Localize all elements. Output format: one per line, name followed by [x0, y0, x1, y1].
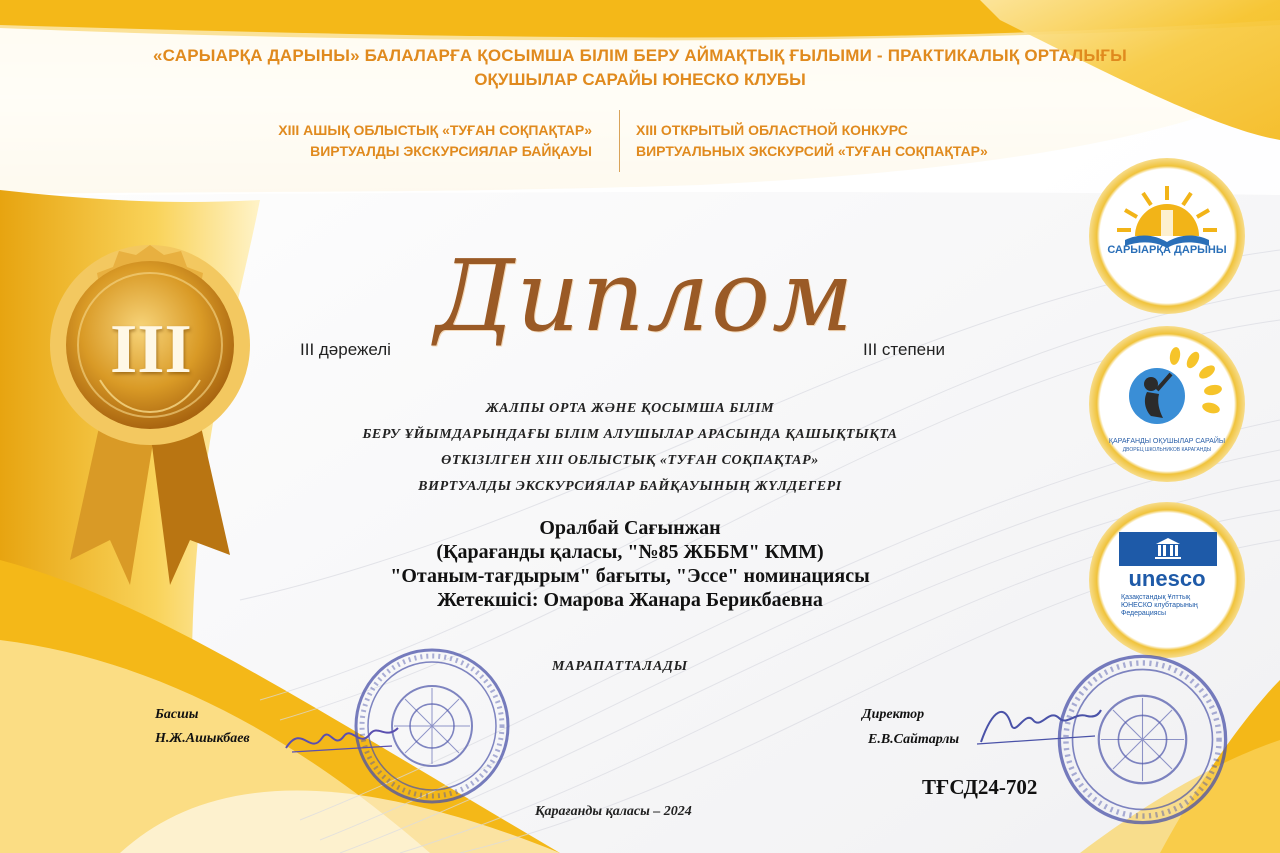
logo-karaganda-palace [1097, 334, 1237, 474]
child-sun-icon [1097, 334, 1237, 474]
degree-ru: III степени [863, 340, 945, 359]
unesco-federation-line: Федерациясы [1121, 610, 1167, 617]
header-contest-kz-line: XIII АШЫҚ ОБЛЫСТЫҚ «ТУҒАН СОҚПАҚТАР» [278, 122, 592, 138]
logo-saryarka-text: САРЫАРҚА ДАРЫНЫ [1107, 244, 1227, 256]
recipient-block [280, 516, 980, 612]
header-organization: «САРЫАРҚА ДАРЫНЫ» БАЛАЛАРҒА ҚОСЫМША БІЛІМ БЕРУ АЙМАҚТЫҚ ҒЫЛЫМИ - ПРАКТИКАЛЫҚ ОРТАЛЫҒЫ [153, 46, 1127, 65]
recipient-school: (Қарағанды қаласы, "№85 ЖББМ" КММ) [436, 541, 824, 563]
award-text [300, 396, 960, 500]
sun-book-icon [1097, 166, 1237, 306]
signature-left-title: Басшы [155, 707, 199, 722]
logo-saryarka-daryny [1097, 166, 1237, 306]
header-club: ОҚУШЫЛАР САРАЙЫ ЮНЕСКО КЛУБЫ [474, 70, 806, 89]
signature-right-name: Е.В.Сайтарлы [868, 732, 960, 747]
award-text-line: БЕРУ ҰЙЫМДАРЫНДАҒЫ БІЛІМ АЛУШЫЛАР АРАСЫНДА ҚАШЫҚТЫҚТА [362, 427, 898, 442]
unesco-federation-line: Қазақстандық Ұлттық [1121, 594, 1191, 601]
unesco-temple-icon [1119, 532, 1217, 566]
signature-right-scribble [975, 698, 1105, 748]
diploma-title: Диплом [434, 240, 856, 354]
awarded-label: МАРАПАТТАЛАДЫ [552, 659, 689, 674]
header-contest-ru-line: XIII ОТКРЫТЫЙ ОБЛАСТНОЙ КОНКУРС [636, 122, 908, 138]
recipient-nomination: "Отаным-тағдырым" бағыты, "Эссе" номинациясы [390, 565, 870, 587]
header-contest-ru [636, 120, 988, 162]
unesco-federation-line: ЮНЕСКО клубтарының [1121, 602, 1198, 609]
degree-kz: III дәрежелі [300, 340, 391, 359]
header-contest-ru-line: ВИРТУАЛЬНЫХ ЭКСКУРСИЙ «ТУҒАН СОҚПАҚТАР» [636, 143, 988, 159]
signature-left-name: Н.Ж.Ашыкбаев [155, 731, 250, 746]
logo-palace-text-2: ДВОРЕЦ ШКОЛЬНИКОВ КАРАГАНДЫ [1122, 447, 1212, 453]
certificate-code: ТҒСД24-702 [922, 775, 1038, 799]
award-text-line: ВИРТУАЛДЫ ЭКСКУРСИЯЛАР БАЙҚАУЫНЫҢ ЖҮЛДЕГЕРІ [418, 479, 842, 494]
signature-right-title: Директор [862, 707, 925, 722]
logo-unesco [1097, 510, 1237, 650]
header-contest-kz-line: ВИРТУАЛДЫ ЭКСКУРСИЯЛАР БАЙҚАУЫ [310, 143, 592, 159]
header-contest-kz [278, 120, 592, 162]
recipient-supervisor: Жетекшісі: Омарова Жанара Берикбаевна [437, 589, 823, 611]
award-text-line: ЖАЛПЫ ОРТА ЖӘНЕ ҚОСЫМША БІЛІМ [485, 401, 775, 416]
recipient-name: Оралбай Сағынжан [539, 517, 721, 539]
logo-palace-text-1: ҚАРАҒАНДЫ ОҚУШЫЛАР САРАЙЫ [1108, 438, 1226, 445]
signature-left-scribble [282, 718, 402, 758]
header-divider [619, 110, 620, 172]
unesco-wordmark: unesco [1128, 566, 1206, 591]
medal-numeral: III [110, 311, 192, 388]
city-year: Қарағанды қаласы – 2024 [535, 804, 692, 819]
unesco-federation [1121, 594, 1221, 618]
award-text-line: ӨТКІЗІЛГЕН XIII ОБЛЫСТЫҚ «ТУҒАН СОҚПАҚТАР» [441, 453, 819, 468]
